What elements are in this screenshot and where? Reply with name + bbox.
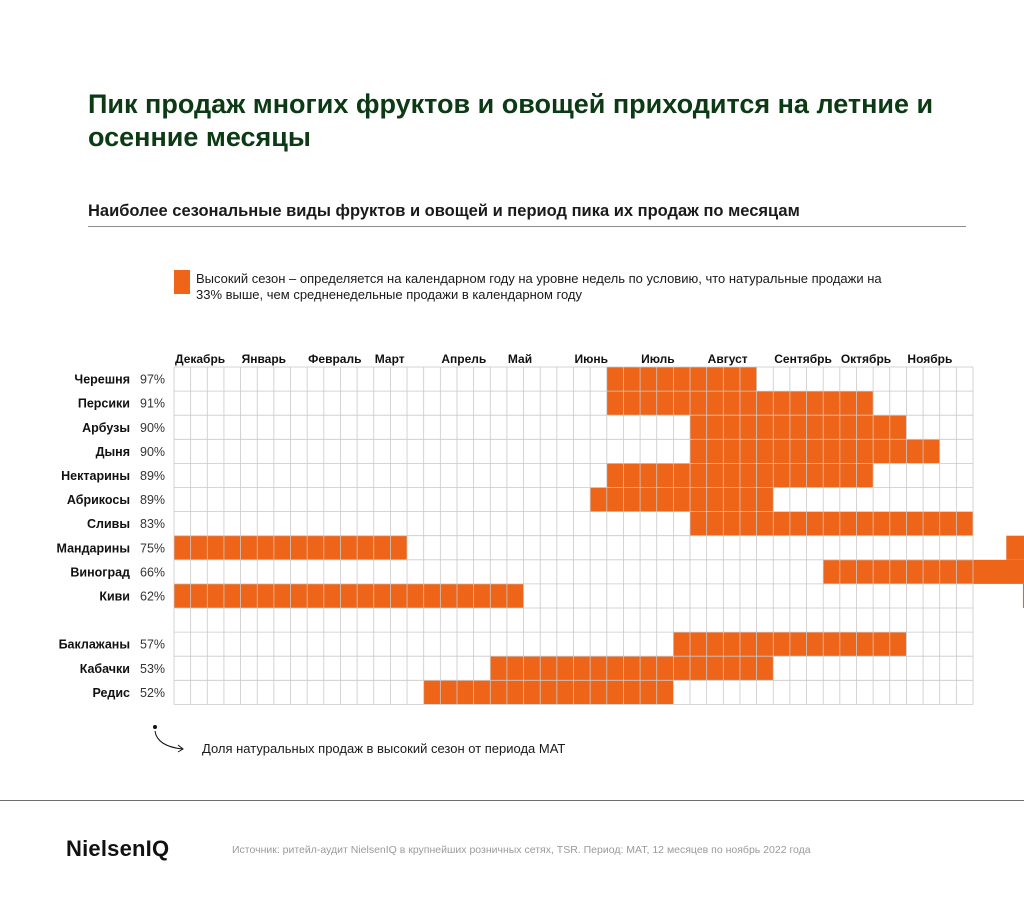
legend-text: Высокий сезон – определяется на календарном году на уровне недель по условию, что натуральные продажи на 33% выше, чем средненедельные продажи в календарном году — [196, 271, 882, 302]
row-label: Абрикосы — [66, 493, 130, 508]
row-share-label: 66% — [140, 565, 166, 580]
high-season-bar — [823, 560, 1024, 584]
row-share-label: 62% — [140, 589, 166, 604]
month-label: Октябрь — [840, 352, 892, 366]
page-title: Пик продаж многих фруктов и овощей приходится на летние и осенние месяцы — [88, 89, 934, 152]
month-label: Март — [374, 352, 405, 366]
subtitle-divider — [88, 226, 966, 227]
month-label: Август — [707, 352, 748, 366]
high-season-bar — [1006, 536, 1024, 560]
chart-subtitle: Наиболее сезональные виды фруктов и овощей и период пика их продаж по месяцам — [88, 202, 800, 220]
high-season-bar — [490, 656, 773, 680]
high-season-bar — [607, 367, 757, 391]
row-label: Мандарины — [56, 541, 130, 556]
row-label: Сливы — [86, 517, 130, 532]
row-label: Виноград — [70, 565, 130, 580]
footer-divider — [0, 800, 1024, 801]
row-label: Нектарины — [61, 468, 130, 483]
month-label: Июнь — [574, 352, 608, 366]
legend-swatch — [174, 270, 190, 294]
row-label: Киви — [99, 589, 130, 604]
row-label: Черешня — [74, 372, 130, 387]
row-label: Кабачки — [79, 661, 130, 676]
month-label: Декабрь — [175, 352, 226, 366]
month-label: Январь — [241, 352, 287, 366]
row-share-label: 57% — [140, 637, 166, 652]
row-share-label: 89% — [140, 468, 166, 483]
row-share-label: 90% — [140, 444, 166, 459]
seasonality-chart — [0, 340, 1024, 720]
footnote: Доля натуральных продаж в высокий сезон от периода MAT — [202, 741, 566, 756]
high-season-bar — [174, 584, 524, 608]
month-label: Июль — [641, 352, 675, 366]
row-label: Дыня — [95, 444, 130, 459]
row-share-label: 53% — [140, 661, 166, 676]
high-season-bar — [690, 415, 906, 439]
row-label: Редис — [92, 685, 130, 700]
row-label: Арбузы — [82, 420, 130, 435]
source-note: Источник: ритейл-аудит NielsenIQ в крупнейших розничных сетях, TSR. Период: MAT, 12 месяцев по ноябрь 2022 года — [232, 844, 811, 856]
high-season-bar — [424, 680, 674, 704]
month-label: Май — [507, 352, 533, 366]
month-label: Февраль — [308, 352, 362, 366]
row-share-label: 83% — [140, 517, 166, 532]
high-season-bar — [690, 512, 973, 536]
row-label: Персики — [77, 396, 130, 411]
row-share-label: 75% — [140, 541, 166, 556]
high-season-bar — [590, 488, 773, 512]
row-share-label: 90% — [140, 420, 166, 435]
month-label: Ноябрь — [907, 352, 953, 366]
month-label: Апрель — [441, 352, 487, 366]
row-share-label: 97% — [140, 372, 166, 387]
nielseniq-logo: NielsenIQ — [66, 836, 170, 861]
month-label: Сентябрь — [774, 352, 832, 366]
high-season-bar — [690, 439, 940, 463]
row-share-label: 91% — [140, 396, 166, 411]
row-share-label: 52% — [140, 685, 166, 700]
footnote-arrow-icon — [150, 722, 194, 756]
row-label: Баклажаны — [58, 637, 130, 652]
row-share-label: 89% — [140, 493, 166, 508]
